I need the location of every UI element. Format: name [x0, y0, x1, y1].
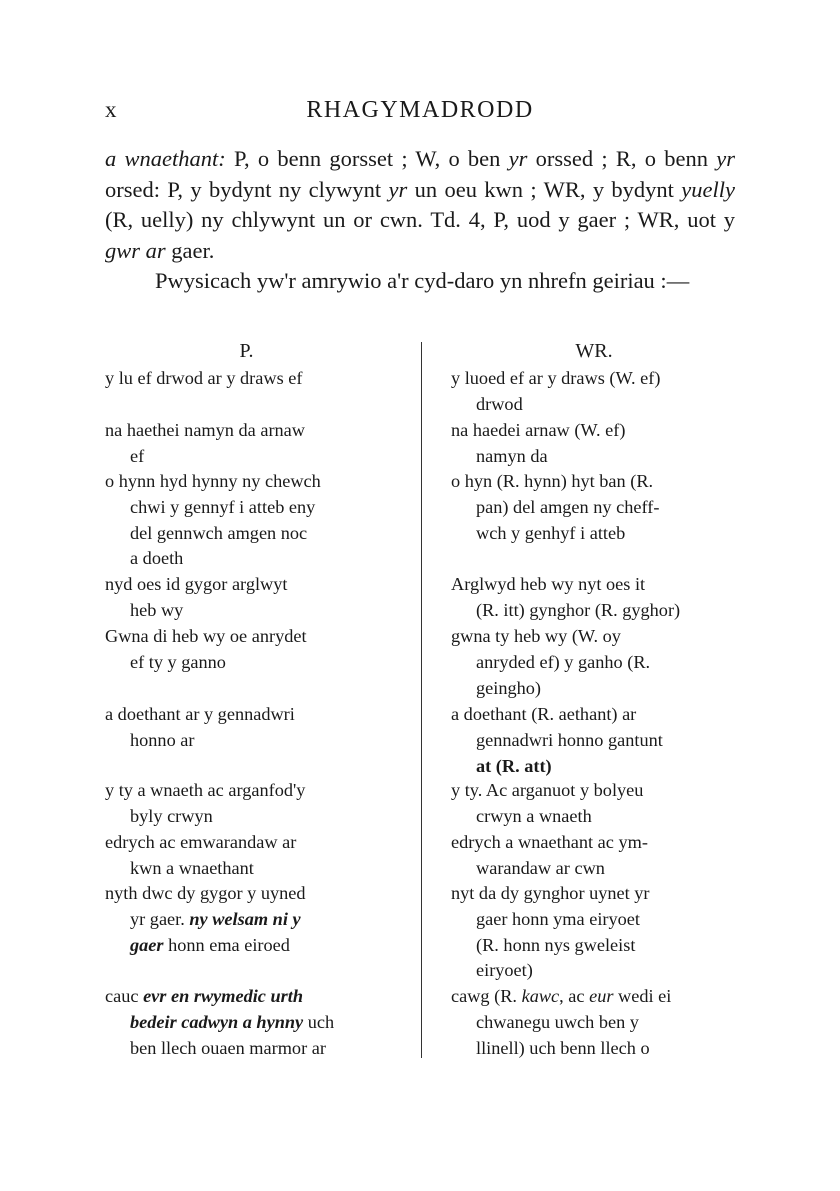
entry-right: [451, 984, 737, 1061]
text-run: byly crwyn: [130, 805, 213, 826]
entry-line: [451, 366, 737, 392]
entry-line: [105, 933, 388, 959]
text-run: wedi ei: [613, 986, 672, 1006]
entry-line: [451, 469, 737, 495]
text-run: y ty a wnaeth ac arganfod'y: [105, 780, 306, 800]
text-run: yr gaer.: [130, 908, 190, 929]
intro-paragraph-1: [105, 144, 735, 266]
text-run: eiryoet): [476, 960, 533, 981]
italic-phrase: yr: [388, 176, 408, 202]
entry-left: [105, 366, 388, 392]
entry-line: [105, 521, 388, 547]
entry-line: [451, 728, 737, 754]
entry-left: [105, 702, 388, 754]
text-run: del gennwch amgen noc: [130, 522, 308, 543]
text-run: (R. honn nys gweleist: [476, 934, 636, 955]
entry-line: [451, 1036, 737, 1062]
entry-left: [105, 830, 388, 882]
emphasized-text: evr en rwymedic urth: [143, 986, 304, 1006]
emphasized-text: eur: [589, 986, 614, 1006]
text-run: geingho): [476, 677, 541, 698]
italic-phrase: gwr ar: [105, 237, 166, 263]
entry-line: [105, 444, 388, 470]
entry-line: [105, 366, 388, 392]
text-run: namyn da: [476, 445, 548, 466]
text-run: nyth dwc dy gygor y uyned: [105, 883, 306, 903]
intro-text: [105, 144, 735, 297]
emphasized-text: kawc: [521, 986, 560, 1006]
entry-left: [105, 572, 388, 624]
entry-right: [451, 418, 737, 470]
entry-line: [451, 521, 737, 547]
text-run: (R, uelly) ny chlywynt un or cwn. Td. 4, P, uod y gaer ; WR, uot y: [105, 207, 735, 232]
column-heading-wr: WR.: [575, 340, 613, 362]
text-run: P, o benn gorsset ; W, o ben: [225, 146, 509, 171]
entry-line: [451, 392, 737, 418]
text-run: gaer.: [165, 237, 215, 263]
entry-line: [451, 624, 737, 650]
text-run: nyt da dy gynghor uynet yr: [451, 883, 650, 903]
column-heading-p: P.: [239, 340, 254, 362]
text-run: gwna ty heb wy (W. oy: [451, 626, 621, 646]
emphasized-text: at (R. att): [476, 755, 552, 776]
emphasized-text: ny welsam ni y: [189, 908, 301, 929]
entry-line: [451, 572, 737, 598]
text-run: gaer honn yma eiryoet: [476, 908, 640, 929]
entry-line: [451, 598, 737, 624]
text-run: edrych ac emwarandaw ar: [105, 832, 297, 852]
entry-left: [105, 984, 388, 1061]
entry-line: [451, 984, 737, 1010]
entry-right: [451, 469, 737, 546]
entry-line: [105, 598, 388, 624]
entry-left: [105, 418, 388, 470]
text-run: (R. itt) gynghor (R. gyghor): [476, 599, 681, 620]
text-run: chwanegu uwch ben y: [476, 1011, 639, 1032]
intro-paragraph-2: Pwysicach yw'r amrywio a'r cyd-daro yn nhrefn geiriau :—: [155, 268, 690, 293]
italic-phrase: yr: [508, 146, 528, 171]
entry-left: [105, 778, 388, 830]
entry-left: [105, 881, 388, 958]
entry-line: [451, 907, 737, 933]
entry-line: [105, 984, 388, 1010]
entry-line: [105, 495, 388, 521]
entry-line: [105, 624, 388, 650]
entry-right: [451, 830, 737, 882]
text-run: honn ema eiroed: [163, 934, 290, 955]
text-run: llinell) uch benn llech o: [476, 1037, 650, 1058]
text-run: edrych a wnaethant ac ym-: [451, 832, 648, 852]
text-run: nyd oes id gygor arglwyt: [105, 574, 288, 594]
italic-phrase: yr: [716, 146, 735, 171]
entry-line: [451, 702, 737, 728]
text-run: Gwna di heb wy oe anrydet: [105, 626, 307, 646]
entry-line: [451, 804, 737, 830]
entry-line: [105, 856, 388, 882]
entry-right: [451, 702, 737, 779]
text-run: ef ty y ganno: [130, 651, 226, 672]
text-run: gennadwri honno gantunt: [476, 729, 663, 750]
text-run: chwi y gennyf i atteb eny: [130, 496, 316, 517]
text-run: , ac: [559, 986, 590, 1006]
entry-line: [451, 958, 737, 984]
entry-line: [105, 778, 388, 804]
entry-right: [451, 881, 737, 984]
text-run: kwn a wnaethant: [130, 857, 254, 878]
italic-phrase: a wnaethant:: [105, 146, 226, 171]
entry-line: [105, 881, 388, 907]
text-run: honno ar: [130, 729, 195, 750]
text-run: orsed: P, y bydynt ny clywynt: [105, 176, 389, 202]
text-run: un oeu kwn ; WR, y bydynt: [407, 176, 682, 202]
text-run: cawg (R.: [451, 986, 522, 1006]
entry-line: [105, 830, 388, 856]
entry-line: [451, 676, 737, 702]
entry-line: [105, 907, 388, 933]
text-run: pan) del amgen ny cheff-: [476, 496, 660, 517]
entry-line: [451, 650, 737, 676]
text-run: na haedei arnaw (W. ef): [451, 420, 626, 440]
text-run: y luoed ef ar y draws (W. ef): [451, 368, 661, 388]
text-run: uch: [303, 1011, 335, 1032]
entry-line: [451, 495, 737, 521]
entry-line: [105, 1036, 388, 1062]
text-run: drwod: [476, 393, 523, 414]
text-run: wch y genhyf i atteb: [476, 522, 626, 543]
entry-line: [451, 778, 737, 804]
italic-phrase: yuelly: [681, 176, 735, 202]
text-run: orssed ; R, o benn: [527, 146, 717, 171]
text-run: heb wy: [130, 599, 184, 620]
text-run: cauc: [105, 986, 144, 1006]
text-run: y lu ef drwod ar y draws ef: [105, 368, 303, 388]
text-run: a doethant (R. aethant) ar: [451, 704, 637, 724]
entry-line: [451, 830, 737, 856]
text-run: crwyn a wnaeth: [476, 805, 592, 826]
entry-line: [451, 856, 737, 882]
entry-line: [105, 572, 388, 598]
entry-line: [451, 754, 737, 780]
text-run: na haethei namyn da arnaw: [105, 420, 305, 440]
entry-right: [451, 778, 737, 830]
entry-line: [105, 650, 388, 676]
emphasized-text: gaer: [130, 934, 164, 955]
page-number: x: [105, 97, 117, 122]
entry-left: [105, 624, 388, 676]
text-run: y ty. Ac arganuot y bolyeu: [451, 780, 644, 800]
entry-right: [451, 624, 737, 701]
text-run: ben llech ouaen marmor ar: [130, 1037, 326, 1058]
entry-line: [105, 804, 388, 830]
text-run: warandaw ar cwn: [476, 857, 605, 878]
entry-line: [105, 1010, 388, 1036]
entry-right: [451, 572, 737, 624]
entry-line: [451, 418, 737, 444]
emphasized-text: bedeir cadwyn a hynny: [130, 1011, 304, 1032]
column-divider: [421, 342, 422, 1058]
entry-left: [105, 469, 388, 572]
text-run: a doeth: [130, 548, 184, 569]
entry-line: [105, 702, 388, 728]
running-title: RHAGYMADRODD: [306, 96, 534, 123]
text-run: o hyn (R. hynn) hyt ban (R.: [451, 471, 654, 491]
text-run: anryded ef) y ganho (R.: [476, 651, 651, 672]
entry-line: [451, 933, 737, 959]
entry-line: [451, 1010, 737, 1036]
text-run: o hynn hyd hynny ny chewch: [105, 471, 321, 491]
entry-line: [451, 444, 737, 470]
text-run: Arglwyd heb wy nyt oes it: [451, 574, 646, 594]
page-header: [105, 92, 735, 128]
text-run: a doethant ar y gennadwri: [105, 704, 295, 724]
entry-right: [451, 366, 737, 418]
entry-line: [105, 418, 388, 444]
entry-line: [451, 881, 737, 907]
text-run: ef: [130, 445, 145, 466]
entry-line: [105, 469, 388, 495]
entry-line: [105, 546, 388, 572]
entry-line: [105, 728, 388, 754]
comparison-columns: [105, 340, 737, 1060]
